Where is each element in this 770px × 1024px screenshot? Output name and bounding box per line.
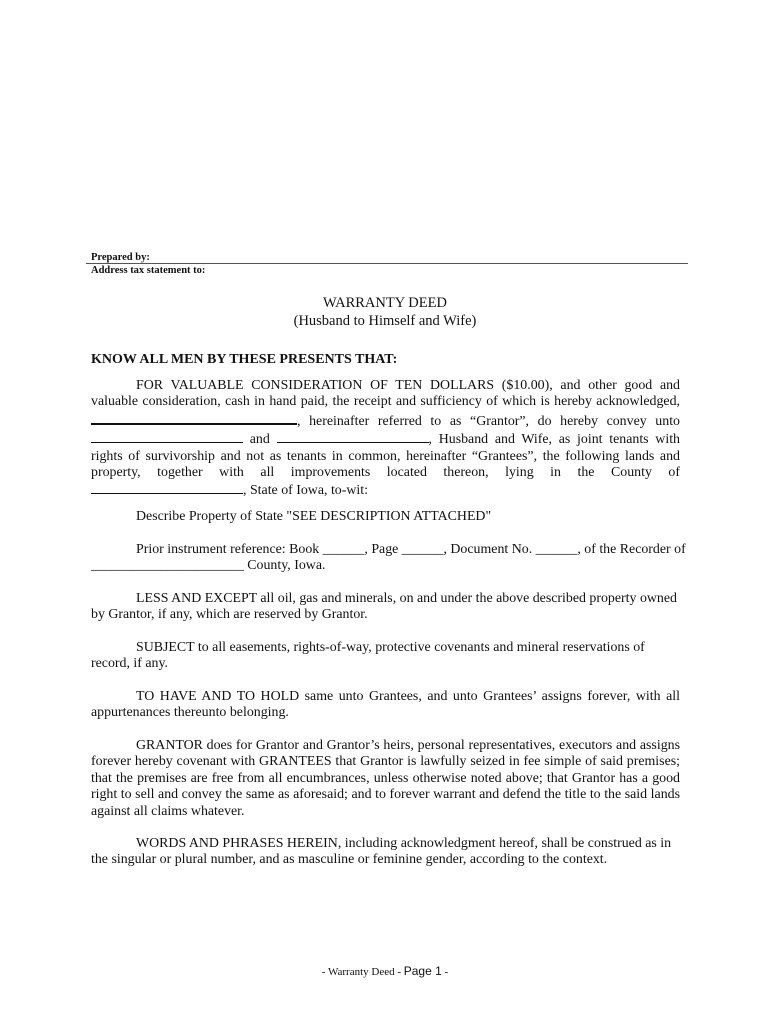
consideration-line-3-text: , hereinafter referred to as “Grantor”, do hereby convey unto xyxy=(297,413,680,429)
consideration-paragraph xyxy=(91,378,680,500)
to-have-line-1: TO HAVE AND TO HOLD same unto Grantees, and unto Grantees’ assigns forever, with all xyxy=(136,689,680,704)
and-text: and xyxy=(249,432,270,448)
grantor-name-blank[interactable] xyxy=(91,411,297,425)
prior-line-1: Prior instrument reference: Book ______, Page ______, Document No. ______, of the Recorder of xyxy=(136,542,686,557)
words-line-1: WORDS AND PHRASES HEREIN, including acknowledgment hereof, shall be construed as in xyxy=(136,836,672,851)
consideration-line-2: valuable consideration, cash in hand paid, the receipt and sufficiency of which is hereby acknowledged, xyxy=(91,394,680,410)
words-line-2: the singular or plural number, and as masculine or feminine gender, according to the context. xyxy=(91,852,608,868)
prior-instrument-paragraph xyxy=(91,542,686,575)
less-except-line-2: by Grantor, if any, which are reserved by Grantor. xyxy=(91,607,368,623)
consideration-line-1: FOR VALUABLE CONSIDERATION OF TEN DOLLARS ($10.00), and other good and xyxy=(136,378,680,393)
describe-paragraph xyxy=(91,509,680,525)
grantor-line-3: that the premises are free from all encumbrances, unless otherwise noted above; that Grantor has a good xyxy=(91,770,680,786)
grantor-line-5: against all claims whatever. xyxy=(91,803,245,819)
consideration-line-7-text: , State of Iowa, to-wit: xyxy=(243,483,368,499)
consideration-line-5: rights of survivorship and not as tenants in common, hereinafter “Grantees”, the following lands and xyxy=(91,448,680,464)
footer-page-number: Page 1 xyxy=(403,964,442,978)
less-except-paragraph xyxy=(91,591,680,624)
consideration-line-3 xyxy=(91,411,680,430)
consideration-line-4 xyxy=(91,430,680,448)
words-phrases-paragraph xyxy=(91,836,680,869)
consideration-line-4-text: , Husband and Wife, as joint tenants with xyxy=(428,432,680,448)
subject-line-1: SUBJECT to all easements, rights-of-way, protective covenants and mineral reservations of xyxy=(136,640,645,655)
subject-paragraph xyxy=(91,640,680,673)
grantor-covenant-paragraph xyxy=(91,738,680,820)
grantee-2-blank[interactable] xyxy=(277,430,429,443)
grantor-line-1: GRANTOR does for Grantor and Grantor’s heirs, personal representatives, executors and assigns xyxy=(136,738,680,753)
grantee-1-blank[interactable] xyxy=(91,430,243,443)
describe-line: Describe Property of State "SEE DESCRIPTION ATTACHED" xyxy=(136,509,492,524)
to-have-paragraph xyxy=(91,689,680,722)
prepared-by-label: Prepared by: xyxy=(91,252,150,263)
consideration-line-6: property, together with all improvements located thereon, lying in the County of xyxy=(91,465,680,481)
footer-prefix: - Warranty Deed - xyxy=(321,966,404,978)
know-all-heading: KNOW ALL MEN BY THESE PRESENTS THAT: xyxy=(91,352,398,367)
to-have-line-2: appurtenances thereunto belonging. xyxy=(91,705,289,721)
header-rule xyxy=(86,263,688,264)
grantor-line-4: right to sell and convey the same as aforesaid; and to forever warrant and defend the title to the said lands xyxy=(91,787,680,803)
deed-title: WARRANTY DEED xyxy=(323,295,447,311)
address-tax-label: Address tax statement to: xyxy=(91,265,206,276)
page-footer xyxy=(0,964,770,978)
deed-subtitle: (Husband to Himself and Wife) xyxy=(293,313,477,329)
less-except-line-1: LESS AND EXCEPT all oil, gas and minerals, on and under the above described property owned xyxy=(136,591,677,606)
consideration-line-7 xyxy=(91,481,680,499)
county-blank[interactable] xyxy=(91,481,243,494)
subject-line-2: record, if any. xyxy=(91,656,169,672)
footer-suffix: - xyxy=(441,966,449,978)
grantor-line-2: forever hereby covenant with GRANTEES that Grantor is lawfully seized in fee simple of said premises; xyxy=(91,754,680,770)
prior-line-2: ______________________ County, Iowa. xyxy=(91,558,326,574)
